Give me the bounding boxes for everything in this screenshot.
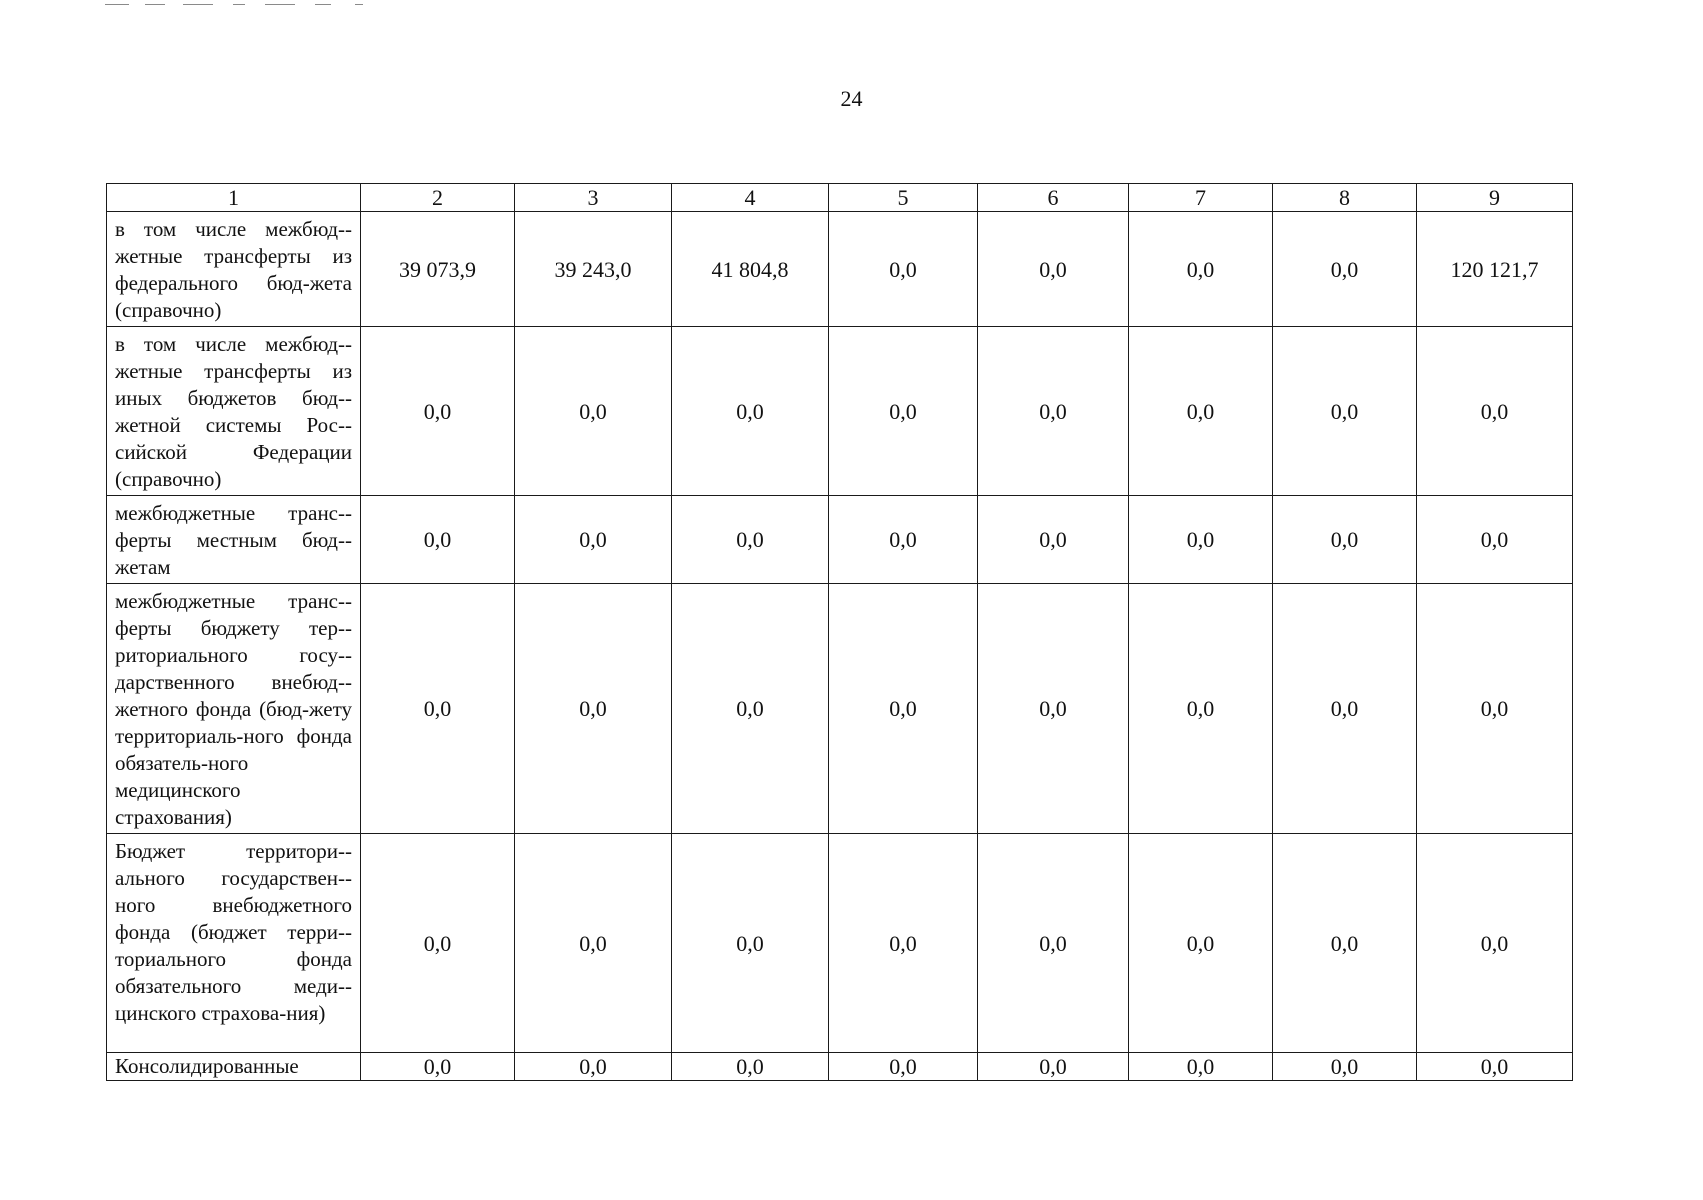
table-cell: 0,0: [515, 327, 672, 496]
row-label: в том числе межбюд-жетные трансферты из федерального бюд-жета (справочно): [107, 212, 361, 327]
budget-table: [106, 183, 1573, 1081]
table-cell: 0,0: [978, 1053, 1129, 1081]
row-label: межбюджетные транс-ферты бюджету тер-риториального госу-дарственного внебюд-жетного фонда (бюд-жету территориаль-ного фонда обязатель-ного медицинского страхования): [107, 584, 361, 834]
table-cell: 0,0: [1417, 584, 1573, 834]
table-cell: 0,0: [1129, 212, 1273, 327]
table-cell: 0,0: [978, 834, 1129, 1053]
table-row: [107, 834, 1573, 1053]
table-row: [107, 584, 1573, 834]
table-cell: 0,0: [829, 327, 978, 496]
table-row: [107, 327, 1573, 496]
row-label: межбюджетные транс-ферты местным бюд-жетам: [107, 496, 361, 584]
table-cell: 0,0: [1129, 584, 1273, 834]
table-cell: 0,0: [1129, 1053, 1273, 1081]
column-header: 8: [1273, 184, 1417, 212]
table-cell: 0,0: [361, 584, 515, 834]
table-cell: 0,0: [978, 496, 1129, 584]
table-cell: 0,0: [672, 1053, 829, 1081]
table-cell: 0,0: [1129, 496, 1273, 584]
column-header: 3: [515, 184, 672, 212]
table-row: [107, 212, 1573, 327]
table-header-row: [107, 184, 1573, 212]
table-cell: 0,0: [361, 1053, 515, 1081]
table-cell: 120 121,7: [1417, 212, 1573, 327]
table-cell: 0,0: [1417, 1053, 1573, 1081]
table-cell: 0,0: [829, 212, 978, 327]
table-cell: 0,0: [672, 834, 829, 1053]
table-cell: 0,0: [1273, 212, 1417, 327]
table-cell: 0,0: [978, 212, 1129, 327]
table-cell: 0,0: [361, 327, 515, 496]
page-number: 24: [840, 86, 863, 111]
table-cell: 0,0: [515, 1053, 672, 1081]
table-cell: 0,0: [1129, 327, 1273, 496]
table-cell: 0,0: [672, 327, 829, 496]
table-cell: 0,0: [829, 584, 978, 834]
table-cell: 0,0: [829, 834, 978, 1053]
table-cell: 39 073,9: [361, 212, 515, 327]
column-header: 9: [1417, 184, 1573, 212]
scan-artifact-marks: [105, 4, 435, 7]
row-label: Бюджет территори-ального государствен-ного внебюджетного фонда (бюджет терри-ториального фонда обязательного меди-цинского страхова-ния): [107, 834, 361, 1053]
table-cell: 0,0: [829, 496, 978, 584]
table-cell: 0,0: [1129, 834, 1273, 1053]
row-label: Консолидированные: [107, 1053, 361, 1081]
column-header: 7: [1129, 184, 1273, 212]
table-cell: 0,0: [1273, 327, 1417, 496]
table-cell: 0,0: [1273, 1053, 1417, 1081]
table-cell: 0,0: [361, 496, 515, 584]
column-header: 4: [672, 184, 829, 212]
table-cell: 0,0: [1417, 327, 1573, 496]
table-cell: 0,0: [978, 327, 1129, 496]
row-label: в том числе межбюд-жетные трансферты из иных бюджетов бюд-жетной системы Рос-сийской Федерации (справочно): [107, 327, 361, 496]
table-cell: 0,0: [1417, 834, 1573, 1053]
table-cell: 0,0: [1273, 584, 1417, 834]
table-cell: 0,0: [361, 834, 515, 1053]
table-cell: 0,0: [1417, 496, 1573, 584]
table-cell: 0,0: [515, 584, 672, 834]
column-header: 2: [361, 184, 515, 212]
table-cell: 0,0: [672, 584, 829, 834]
table-cell: 0,0: [515, 834, 672, 1053]
table-cell: 0,0: [829, 1053, 978, 1081]
table-cell: 0,0: [978, 584, 1129, 834]
table-cell: 0,0: [672, 496, 829, 584]
table-row: [107, 1053, 1573, 1081]
table-cell: 39 243,0: [515, 212, 672, 327]
column-header: 1: [107, 184, 361, 212]
table-cell: 0,0: [515, 496, 672, 584]
column-header: 5: [829, 184, 978, 212]
table-cell: 0,0: [1273, 496, 1417, 584]
table-cell: 41 804,8: [672, 212, 829, 327]
column-header: 6: [978, 184, 1129, 212]
table-cell: 0,0: [1273, 834, 1417, 1053]
table-row: [107, 496, 1573, 584]
